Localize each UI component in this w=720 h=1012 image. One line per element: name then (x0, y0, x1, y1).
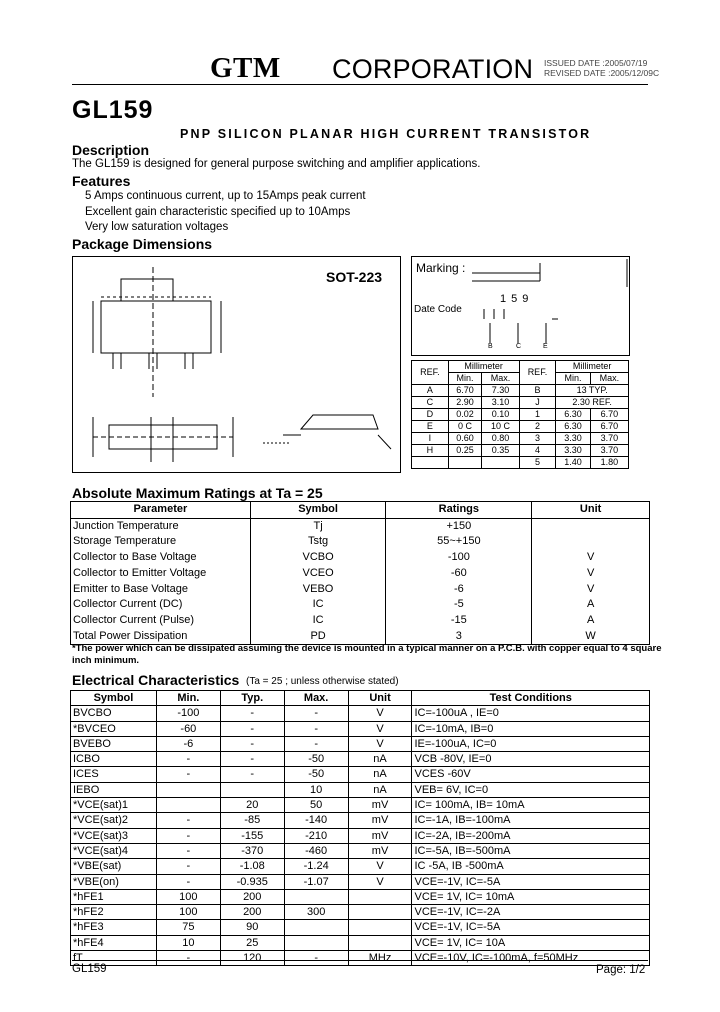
marking-box (411, 256, 630, 356)
dim-max-header: Max. (590, 373, 628, 385)
table-row: ICES - - -50 nA VCES -60V (71, 767, 650, 782)
elec-condition: (Ta = 25 ; unless otherwise stated) (246, 676, 399, 687)
part-number: GL159 (72, 96, 154, 124)
feature-item: Excellent gain characteristic specified up to 10Amps (85, 206, 351, 218)
footer-rule (72, 960, 648, 961)
table-row: Collector Current (DC) IC -5 A (71, 597, 650, 613)
pin-label-c: C (516, 343, 522, 350)
abs-max-note: *The power which can be dissipated assuming the device is mounted in a typical manner on a P.C.B. with copper equal to 4 square inch minimum. (72, 643, 662, 666)
table-row: *VBE(sat) - -1.08 -1.24 V IC -5A, IB -500mA (71, 859, 650, 874)
package-dimension-table (411, 360, 629, 469)
table-row: *VBE(on) - -0.935 -1.07 V VCE=-1V, IC=-5A (71, 874, 650, 889)
table-row: Emitter to Base Voltage VEBO -6 V (71, 582, 650, 598)
table-row: *hFE1 100 200 VCE= 1V, IC= 10mA (71, 889, 650, 904)
dim-row: C 2.90 3.10 J 2.30 REF. (412, 397, 629, 409)
dim-unit-header: Millimeter (556, 361, 629, 373)
table-row: Total Power Dissipation PD 3 W (71, 629, 650, 645)
table-row: *VCE(sat)4 - -370 -460 mV IC=-5A, IB=-500mA (71, 843, 650, 858)
table-row: BVCBO -100 - - V IC=-100uA , IE=0 (71, 706, 650, 721)
abs-max-heading: Absolute Maximum Ratings at Ta = 25 (72, 485, 323, 501)
dim-ref-header: REF. (412, 361, 449, 385)
pin-label-e: E (543, 343, 548, 350)
package-drawing-box (72, 256, 401, 473)
col-min: Min. (156, 691, 220, 706)
col-symbol: Symbol (250, 502, 386, 519)
features-heading: Features (72, 173, 131, 189)
col-unit: Unit (348, 691, 412, 706)
subtitle: PNP SILICON PLANAR HIGH CURRENT TRANSISTOR (180, 127, 592, 141)
dim-row: 5 1.40 1.80 (412, 457, 629, 469)
table-row: ICBO - - -50 nA VCB -80V, IE=0 (71, 752, 650, 767)
table-row: Junction Temperature Tj +150 (71, 518, 650, 534)
table-row: *VCE(sat)1 20 50 mV IC= 100mA, IB= 10mA (71, 798, 650, 813)
dim-row: H 0.25 0.35 4 3.30 3.70 (412, 445, 629, 457)
package-outline-drawing (73, 257, 400, 472)
footer-part: GL159 (72, 963, 107, 975)
dim-row: D 0.02 0.10 1 6.30 6.70 (412, 409, 629, 421)
feature-item: Very low saturation voltages (85, 221, 229, 233)
col-ratings: Ratings (386, 502, 532, 519)
table-row: *VCE(sat)2 - -85 -140 mV IC=-1A, IB=-100mA (71, 813, 650, 828)
package-heading: Package Dimensions (72, 236, 213, 252)
table-row: Storage Temperature Tstg 55~+150 (71, 534, 650, 550)
marking-label: Marking : (416, 261, 466, 275)
table-row: *VCE(sat)3 - -155 -210 mV IC=-2A, IB=-200mA (71, 828, 650, 843)
marking-code: 159 (500, 293, 534, 305)
table-row: BVEBO -6 - - V IE=-100uA, IC=0 (71, 736, 650, 751)
col-typ: Typ. (220, 691, 284, 706)
col-unit: Unit (532, 502, 650, 519)
col-test-conditions: Test Conditions (412, 691, 650, 706)
description-text: The GL159 is designed for general purpose switching and amplifier applications. (72, 158, 481, 170)
table-row: *BVCEO -60 - - V IC=-10mA, IB=0 (71, 721, 650, 736)
issued-date: ISSUED DATE :2005/07/19 (544, 58, 648, 68)
table-row: *hFE3 75 90 VCE=-1V, IC=-5A (71, 920, 650, 935)
abs-max-table (70, 501, 650, 645)
table-row: fT - 120 - MHz VCE=-10V, IC=-100mA, f=50MHz (71, 951, 650, 966)
revised-date: REVISED DATE :2005/12/09C (544, 68, 660, 78)
corporation-label: CORPORATION (332, 54, 534, 84)
elec-heading: Electrical Characteristics (72, 672, 240, 688)
dim-min-header: Min. (448, 373, 482, 385)
package-name: SOT-223 (326, 269, 383, 285)
dim-unit-header: Millimeter (448, 361, 519, 373)
col-max: Max. (284, 691, 348, 706)
dim-row: I 0.60 0.80 3 3.30 3.70 (412, 433, 629, 445)
dim-ref-header: REF. (519, 361, 556, 385)
col-parameter: Parameter (71, 502, 251, 519)
issue-dates (544, 58, 659, 78)
table-row: Collector to Emitter Voltage VCEO -60 V (71, 566, 650, 582)
dim-max-header: Max. (482, 373, 519, 385)
table-row: IEBO 10 nA VEB= 6V, IC=0 (71, 782, 650, 797)
table-row: *hFE4 10 25 VCE= 1V, IC= 10A (71, 935, 650, 950)
dim-min-header: Min. (556, 373, 590, 385)
date-code-label: Date Code (414, 304, 462, 315)
header-rule (72, 84, 648, 85)
dim-row: A 6.70 7.30 B 13 TYP. (412, 385, 629, 397)
description-heading: Description (72, 142, 150, 158)
dim-row: E 0 C 10 C 2 6.30 6.70 (412, 421, 629, 433)
footer-page: Page: 1/2 (596, 964, 646, 976)
pin-label-b: B (488, 343, 493, 350)
elec-table (70, 690, 650, 966)
col-symbol: Symbol (71, 691, 157, 706)
feature-item: 5 Amps continuous current, up to 15Amps peak current (85, 190, 366, 202)
company-logo: GTM (210, 52, 281, 84)
table-row: *hFE2 100 200 300 VCE=-1V, IC=-2A (71, 905, 650, 920)
table-row: Collector Current (Pulse) IC -15 A (71, 613, 650, 629)
table-row: Collector to Base Voltage VCBO -100 V (71, 550, 650, 566)
